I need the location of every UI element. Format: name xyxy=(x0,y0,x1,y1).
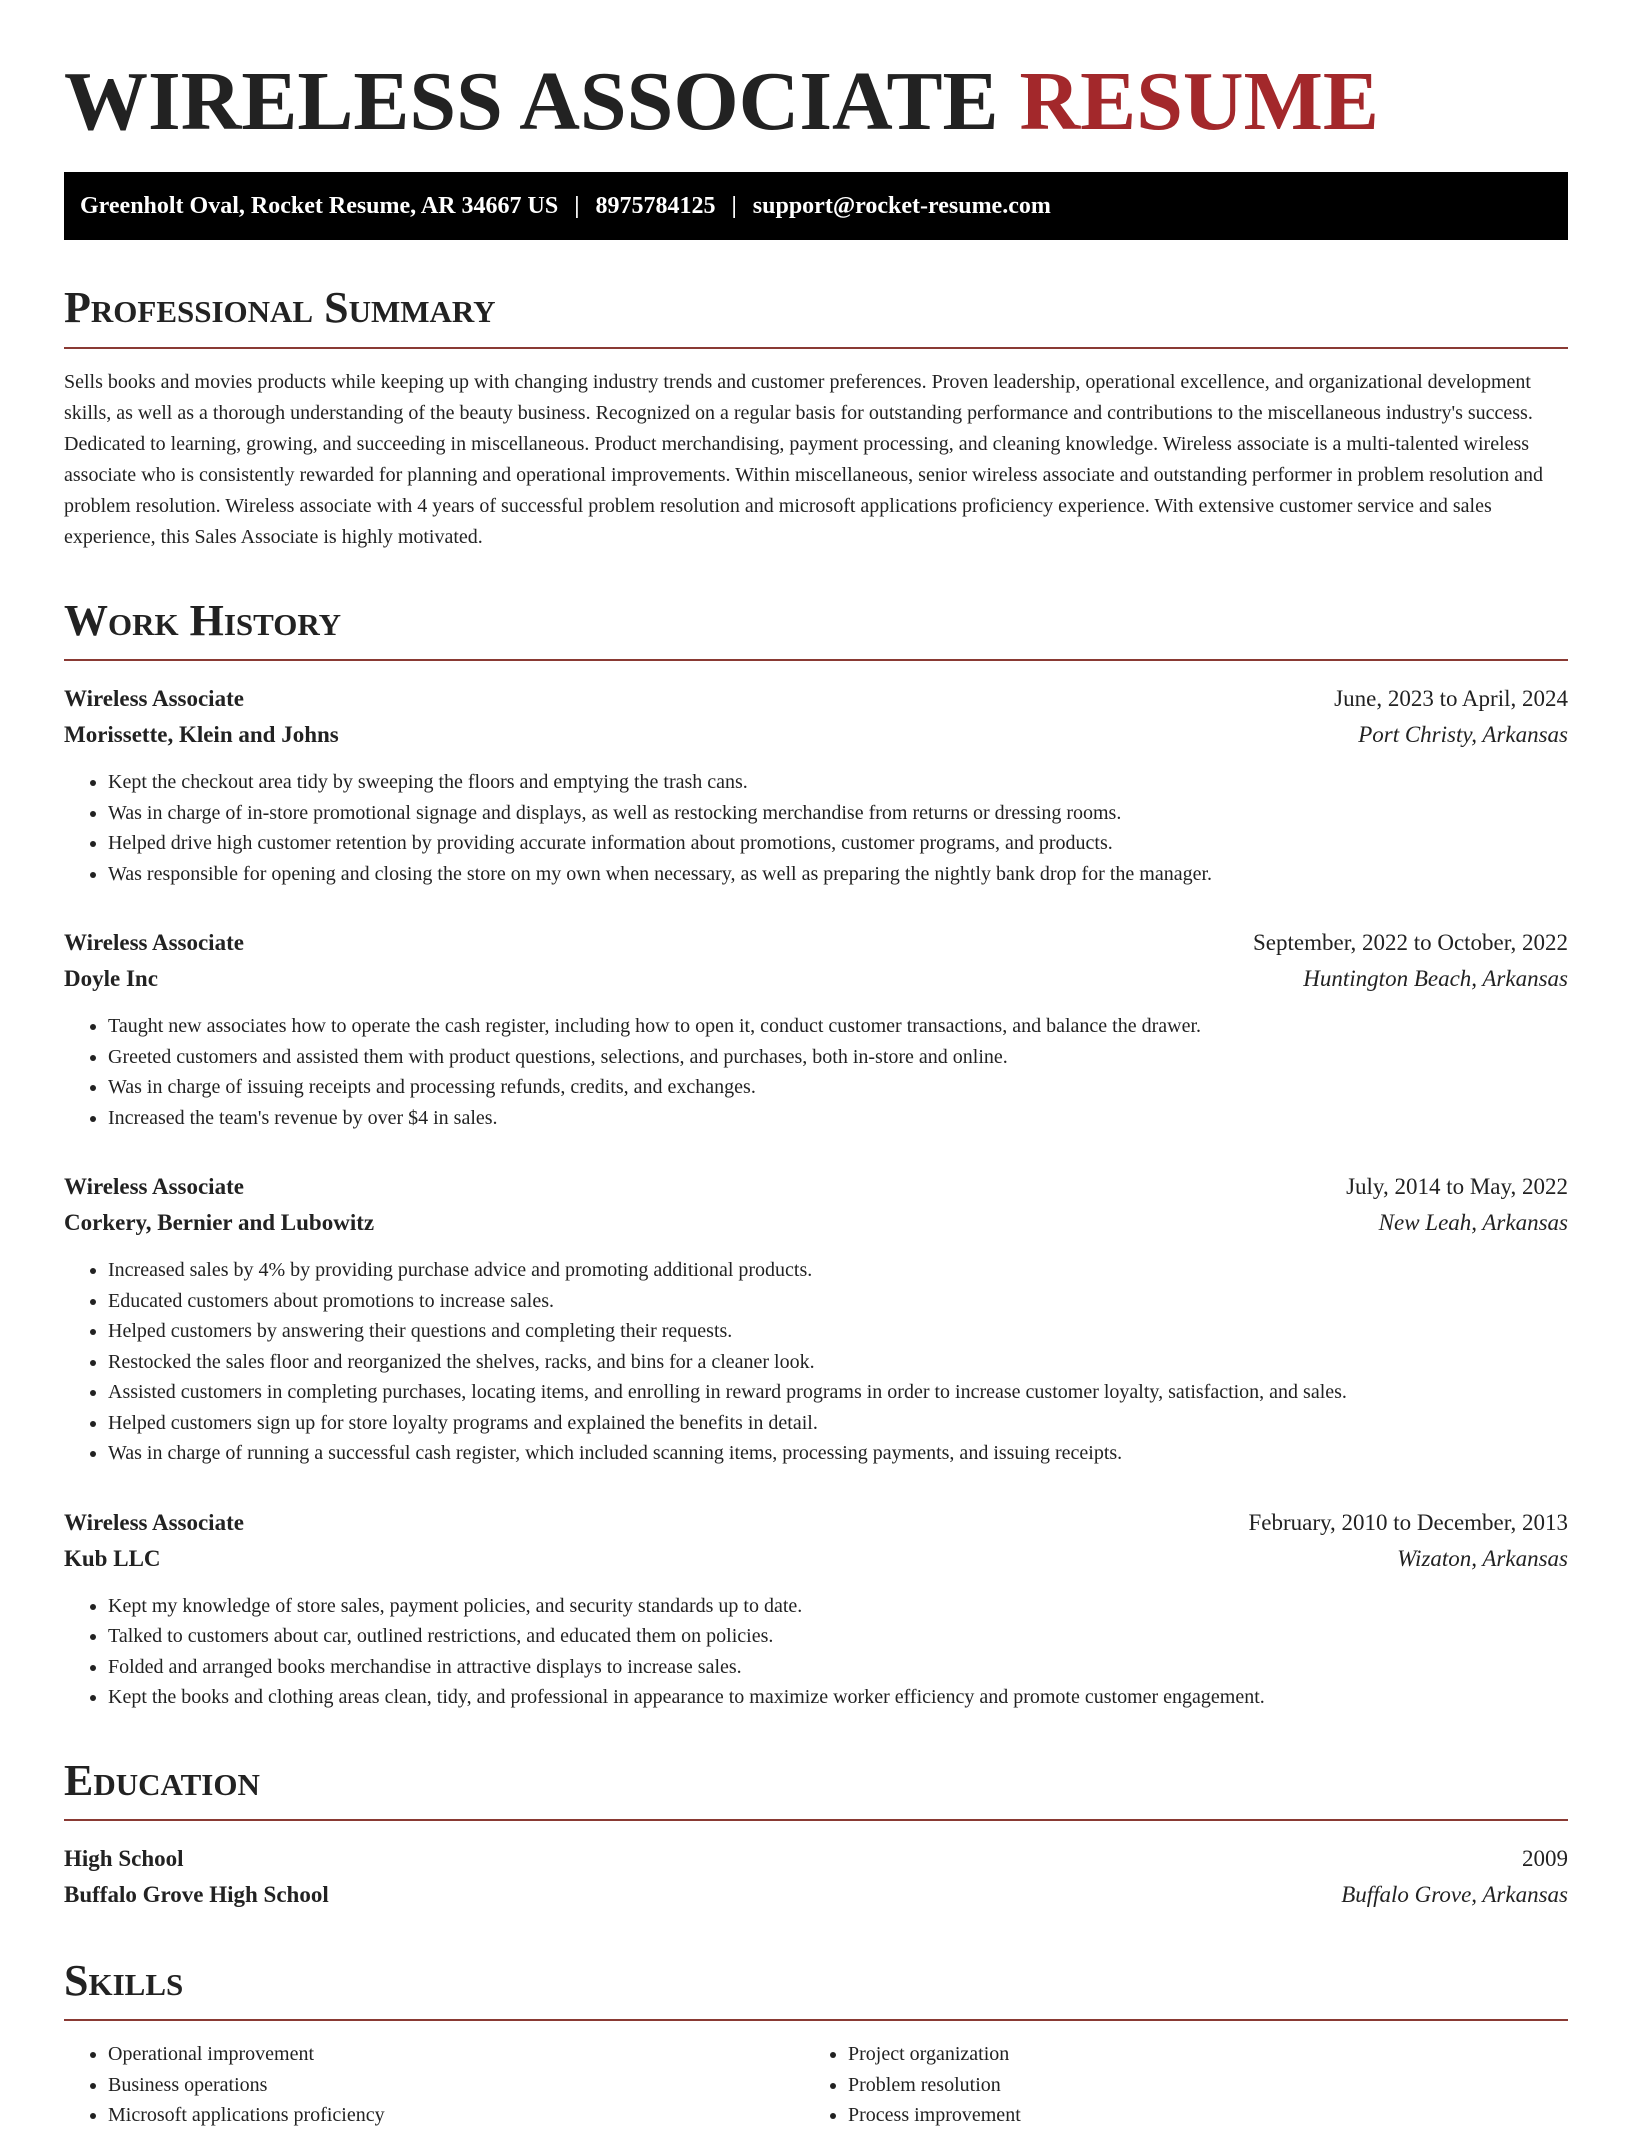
skills-column-right xyxy=(804,2039,1544,2131)
job-bullet: • Was responsible for opening and closing the store on my own when necessary, as well as preparing the nightly bank drop for the manager. xyxy=(108,859,1568,890)
skill-item: • Problem resolution xyxy=(848,2070,1544,2101)
job-company-row xyxy=(64,961,1568,997)
job-dates: February, 2010 to December, 2013 xyxy=(1248,1509,1568,1535)
job-bullet: • Educated customers about promotions to increase sales. xyxy=(108,1286,1568,1317)
job-bullet: • Assisted customers in completing purchases, locating items, and enrolling in reward programs in order to increase customer loyalty, satisfaction, and sales. xyxy=(108,1377,1568,1408)
skill-item: • Project organization xyxy=(848,2039,1544,2070)
job-dates: June, 2023 to April, 2024 xyxy=(1334,686,1568,712)
job-dates: September, 2022 to October, 2022 xyxy=(1253,930,1568,956)
summary-text: Sells books and movies products while keeping up with changing industry trends and customer preferences. Proven leadership, operational excellence, and organizational development skills, as well as a thorough understanding of the beauty business. Recognized on a regular basis for outstanding performance and contributions to the miscellaneous industry's success. Dedicated to learning, growing, and succeeding in miscellaneous. Product merchandising, payment processing, and cleaning knowledge. Wireless associate is a multi-talented wireless associate who is consistently rewarded for planning and operational improvements. Within miscellaneous, senior wireless associate and outstanding performer in problem resolution and problem resolution. Wireless associate with 4 years of successful problem resolution and microsoft applications proficiency experience. With extensive customer service and sales experience, this Sales Associate is highly motivated. xyxy=(64,370,1544,548)
job-bullet: • Restocked the sales floor and reorganized the shelves, racks, and bins for a cleaner look. xyxy=(108,1347,1568,1378)
job-bullet: • Kept the checkout area tidy by sweeping the floors and emptying the trash cans. xyxy=(108,767,1568,798)
job-entry xyxy=(64,681,1568,889)
contact-separator: | xyxy=(574,192,580,219)
skill-item: • Operational improvement xyxy=(108,2039,804,2070)
job-bullet: • Increased the team's revenue by over $4 in sales. xyxy=(108,1103,1568,1134)
skill-item: • Business operations xyxy=(108,2070,804,2101)
work-history-heading: Work History xyxy=(64,597,1568,661)
job-bullet: • Was in charge of running a successful cash register, which included scanning items, processing payments, and issuing receipts. xyxy=(108,1438,1568,1469)
title-accent: RESUME xyxy=(1019,55,1379,148)
job-company: Kub LLC xyxy=(64,1545,161,1571)
job-header-row xyxy=(64,925,1568,961)
contact-phone: 8975784125 xyxy=(595,192,716,219)
job-title: Wireless Associate xyxy=(64,686,244,712)
education-degree: High School xyxy=(64,1846,184,1872)
education-year: 2009 xyxy=(1522,1846,1568,1872)
job-bullet: • Was in charge of issuing receipts and processing refunds, credits, and exchanges. xyxy=(108,1072,1568,1103)
education-degree-row xyxy=(64,1841,1568,1877)
education-school-row xyxy=(64,1877,1568,1913)
job-company: Doyle Inc xyxy=(64,966,158,992)
job-bullet: • Taught new associates how to operate the cash register, including how to open it, conduct customer transactions, and balance the drawer. xyxy=(108,1011,1568,1042)
job-bullet: • Kept my knowledge of store sales, payment policies, and security standards up to date. xyxy=(108,1591,1568,1622)
job-dates: July, 2014 to May, 2022 xyxy=(1346,1174,1568,1200)
job-title: Wireless Associate xyxy=(64,1509,244,1535)
job-title: Wireless Associate xyxy=(64,930,244,956)
resume-title xyxy=(64,56,1568,148)
job-bullets xyxy=(64,1011,1568,1133)
contact-bar xyxy=(64,172,1568,240)
job-bullets xyxy=(64,767,1568,889)
job-bullet: • Greeted customers and assisted them with product questions, selections, and purchases, both in-store and online. xyxy=(108,1042,1568,1073)
job-bullet: • Folded and arranged books merchandise in attractive displays to increase sales. xyxy=(108,1652,1568,1683)
job-bullet: • Helped customers by answering their questions and completing their requests. xyxy=(108,1316,1568,1347)
job-bullet: • Was in charge of in-store promotional signage and displays, as well as restocking merchandise from returns or dressing rooms. xyxy=(108,798,1568,829)
skills-list xyxy=(64,2039,1568,2131)
title-main: WIRELESS ASSOCIATE xyxy=(64,55,999,148)
skills-column-left xyxy=(64,2039,804,2131)
job-bullets xyxy=(64,1591,1568,1713)
skill-item: • Microsoft applications proficiency xyxy=(108,2100,804,2131)
job-bullet: • Kept the books and clothing areas clean, tidy, and professional in appearance to maximize worker efficiency and promote customer engagement. xyxy=(108,1682,1568,1713)
job-company-row xyxy=(64,1541,1568,1577)
job-company-row xyxy=(64,1205,1568,1241)
job-bullet: • Helped drive high customer retention by providing accurate information about promotions, customer programs, and products. xyxy=(108,828,1568,859)
job-header-row xyxy=(64,1505,1568,1541)
job-header-row xyxy=(64,681,1568,717)
job-company: Corkery, Bernier and Lubowitz xyxy=(64,1210,375,1236)
education-school: Buffalo Grove High School xyxy=(64,1882,329,1908)
contact-address: Greenholt Oval, Rocket Resume, AR 34667 US xyxy=(80,192,559,219)
job-entry xyxy=(64,1505,1568,1713)
contact-separator: | xyxy=(731,192,737,219)
job-entry xyxy=(64,925,1568,1133)
summary-heading: Professional Summary xyxy=(64,284,1568,348)
job-bullets xyxy=(64,1255,1568,1469)
job-title: Wireless Associate xyxy=(64,1174,244,1200)
job-bullet: • Helped customers sign up for store loyalty programs and explained the benefits in detail. xyxy=(108,1408,1568,1439)
skills-heading: Skills xyxy=(64,1957,1568,2021)
education-location: Buffalo Grove, Arkansas xyxy=(1341,1882,1568,1908)
work-history-list xyxy=(64,681,1568,1713)
job-location: Port Christy, Arkansas xyxy=(1358,722,1568,748)
job-bullet: • Talked to customers about car, outlined restrictions, and educated them on policies. xyxy=(108,1621,1568,1652)
job-entry xyxy=(64,1169,1568,1469)
job-location: Huntington Beach, Arkansas xyxy=(1303,966,1568,992)
skill-item: • Process improvement xyxy=(848,2100,1544,2131)
job-company: Morissette, Klein and Johns xyxy=(64,722,339,748)
job-location: New Leah, Arkansas xyxy=(1378,1210,1568,1236)
education-heading: Education xyxy=(64,1757,1568,1821)
job-location: Wizaton, Arkansas xyxy=(1397,1545,1568,1571)
job-company-row xyxy=(64,717,1568,753)
job-bullet: • Increased sales by 4% by providing purchase advice and promoting additional products. xyxy=(108,1255,1568,1286)
education-entry xyxy=(64,1841,1568,1913)
job-header-row xyxy=(64,1169,1568,1205)
contact-email: support@rocket-resume.com xyxy=(752,192,1051,219)
